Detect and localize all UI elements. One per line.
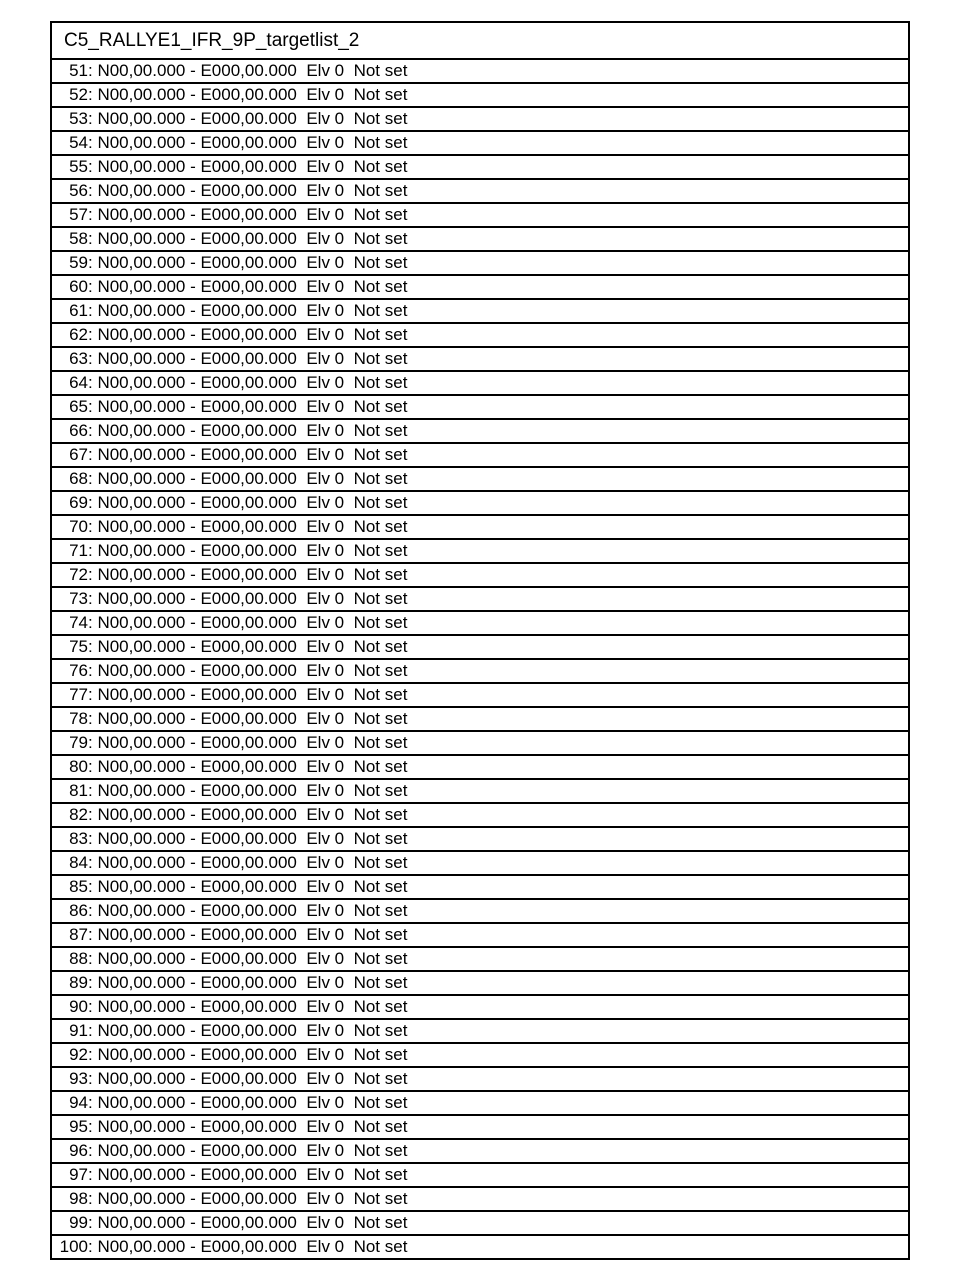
target-details: : N00,00.000 - E000,00.000 Elv 0 Not set (88, 877, 408, 896)
target-details: : N00,00.000 - E000,00.000 Elv 0 Not set (88, 397, 408, 416)
target-row[interactable] (52, 564, 908, 588)
target-number: 100 (59, 1237, 88, 1256)
target-details: : N00,00.000 - E000,00.000 Elv 0 Not set (88, 1045, 408, 1064)
target-number: 80 (69, 757, 88, 776)
target-row[interactable] (52, 1044, 908, 1068)
target-row[interactable] (52, 660, 908, 684)
target-row[interactable] (52, 684, 908, 708)
target-row[interactable] (52, 972, 908, 996)
target-row[interactable] (52, 732, 908, 756)
target-details: : N00,00.000 - E000,00.000 Elv 0 Not set (88, 1093, 408, 1112)
target-number: 71 (69, 541, 88, 560)
targetlist-title: C5_RALLYE1_IFR_9P_targetlist_2 (52, 23, 908, 60)
target-row[interactable] (52, 1116, 908, 1140)
target-number: 69 (69, 493, 88, 512)
target-number: 99 (69, 1213, 88, 1232)
target-number: 66 (69, 421, 88, 440)
target-details: : N00,00.000 - E000,00.000 Elv 0 Not set (88, 781, 408, 800)
target-number: 72 (69, 565, 88, 584)
target-details: : N00,00.000 - E000,00.000 Elv 0 Not set (88, 829, 408, 848)
target-details: : N00,00.000 - E000,00.000 Elv 0 Not set (88, 661, 408, 680)
target-details: : N00,00.000 - E000,00.000 Elv 0 Not set (88, 61, 408, 80)
target-details: : N00,00.000 - E000,00.000 Elv 0 Not set (88, 1117, 408, 1136)
target-details: : N00,00.000 - E000,00.000 Elv 0 Not set (88, 1189, 408, 1208)
target-number: 53 (69, 109, 88, 128)
target-number: 68 (69, 469, 88, 488)
target-details: : N00,00.000 - E000,00.000 Elv 0 Not set (88, 1141, 408, 1160)
target-details: : N00,00.000 - E000,00.000 Elv 0 Not set (88, 637, 408, 656)
target-number: 81 (69, 781, 88, 800)
target-details: : N00,00.000 - E000,00.000 Elv 0 Not set (88, 85, 408, 104)
target-row[interactable] (52, 492, 908, 516)
target-row[interactable] (52, 348, 908, 372)
target-number: 94 (69, 1093, 88, 1112)
target-number: 82 (69, 805, 88, 824)
target-number: 76 (69, 661, 88, 680)
target-row[interactable] (52, 468, 908, 492)
target-row[interactable] (52, 1068, 908, 1092)
target-details: : N00,00.000 - E000,00.000 Elv 0 Not set (88, 133, 408, 152)
target-number: 67 (69, 445, 88, 464)
target-number: 63 (69, 349, 88, 368)
target-number: 52 (69, 85, 88, 104)
target-row[interactable] (52, 876, 908, 900)
target-details: : N00,00.000 - E000,00.000 Elv 0 Not set (88, 541, 408, 560)
target-row[interactable] (52, 1164, 908, 1188)
target-number: 83 (69, 829, 88, 848)
target-details: : N00,00.000 - E000,00.000 Elv 0 Not set (88, 1213, 408, 1232)
target-row[interactable] (52, 132, 908, 156)
target-row[interactable] (52, 252, 908, 276)
target-details: : N00,00.000 - E000,00.000 Elv 0 Not set (88, 349, 408, 368)
target-row[interactable] (52, 756, 908, 780)
target-details: : N00,00.000 - E000,00.000 Elv 0 Not set (88, 445, 408, 464)
target-details: : N00,00.000 - E000,00.000 Elv 0 Not set (88, 1237, 408, 1256)
target-row[interactable] (52, 276, 908, 300)
target-details: : N00,00.000 - E000,00.000 Elv 0 Not set (88, 589, 408, 608)
target-number: 92 (69, 1045, 88, 1064)
target-row[interactable] (52, 60, 908, 84)
target-number: 58 (69, 229, 88, 248)
target-details: : N00,00.000 - E000,00.000 Elv 0 Not set (88, 613, 408, 632)
target-number: 97 (69, 1165, 88, 1184)
target-number: 84 (69, 853, 88, 872)
target-number: 75 (69, 637, 88, 656)
target-rows-container (52, 60, 908, 1258)
target-row[interactable] (52, 588, 908, 612)
target-row[interactable] (52, 612, 908, 636)
target-number: 60 (69, 277, 88, 296)
target-number: 91 (69, 1021, 88, 1040)
target-row[interactable] (52, 228, 908, 252)
target-number: 70 (69, 517, 88, 536)
target-number: 78 (69, 709, 88, 728)
target-row[interactable] (52, 1236, 908, 1258)
target-details: : N00,00.000 - E000,00.000 Elv 0 Not set (88, 109, 408, 128)
target-row[interactable] (52, 1092, 908, 1116)
target-row[interactable] (52, 108, 908, 132)
target-details: : N00,00.000 - E000,00.000 Elv 0 Not set (88, 853, 408, 872)
target-row[interactable] (52, 1020, 908, 1044)
target-number: 74 (69, 613, 88, 632)
target-details: : N00,00.000 - E000,00.000 Elv 0 Not set (88, 205, 408, 224)
target-row[interactable] (52, 516, 908, 540)
target-details: : N00,00.000 - E000,00.000 Elv 0 Not set (88, 997, 408, 1016)
target-details: : N00,00.000 - E000,00.000 Elv 0 Not set (88, 1165, 408, 1184)
target-number: 89 (69, 973, 88, 992)
target-details: : N00,00.000 - E000,00.000 Elv 0 Not set (88, 949, 408, 968)
target-row[interactable] (52, 300, 908, 324)
target-row[interactable] (52, 1212, 908, 1236)
target-details: : N00,00.000 - E000,00.000 Elv 0 Not set (88, 229, 408, 248)
target-details: : N00,00.000 - E000,00.000 Elv 0 Not set (88, 493, 408, 512)
target-details: : N00,00.000 - E000,00.000 Elv 0 Not set (88, 421, 408, 440)
target-details: : N00,00.000 - E000,00.000 Elv 0 Not set (88, 757, 408, 776)
target-row[interactable] (52, 996, 908, 1020)
target-row[interactable] (52, 444, 908, 468)
target-number: 88 (69, 949, 88, 968)
target-row[interactable] (52, 828, 908, 852)
target-number: 61 (69, 301, 88, 320)
target-details: : N00,00.000 - E000,00.000 Elv 0 Not set (88, 181, 408, 200)
target-row[interactable] (52, 780, 908, 804)
target-number: 79 (69, 733, 88, 752)
target-number: 96 (69, 1141, 88, 1160)
target-row[interactable] (52, 636, 908, 660)
target-details: : N00,00.000 - E000,00.000 Elv 0 Not set (88, 253, 408, 272)
target-row[interactable] (52, 156, 908, 180)
target-details: : N00,00.000 - E000,00.000 Elv 0 Not set (88, 325, 408, 344)
target-details: : N00,00.000 - E000,00.000 Elv 0 Not set (88, 157, 408, 176)
target-details: : N00,00.000 - E000,00.000 Elv 0 Not set (88, 373, 408, 392)
target-number: 56 (69, 181, 88, 200)
target-details: : N00,00.000 - E000,00.000 Elv 0 Not set (88, 517, 408, 536)
target-number: 86 (69, 901, 88, 920)
target-row[interactable] (52, 1188, 908, 1212)
target-row[interactable] (52, 204, 908, 228)
target-number: 85 (69, 877, 88, 896)
target-details: : N00,00.000 - E000,00.000 Elv 0 Not set (88, 685, 408, 704)
target-number: 87 (69, 925, 88, 944)
target-row[interactable] (52, 900, 908, 924)
target-row[interactable] (52, 372, 908, 396)
target-details: : N00,00.000 - E000,00.000 Elv 0 Not set (88, 1021, 408, 1040)
target-number: 90 (69, 997, 88, 1016)
target-number: 57 (69, 205, 88, 224)
target-row[interactable] (52, 708, 908, 732)
target-details: : N00,00.000 - E000,00.000 Elv 0 Not set (88, 565, 408, 584)
target-details: : N00,00.000 - E000,00.000 Elv 0 Not set (88, 901, 408, 920)
target-number: 77 (69, 685, 88, 704)
target-details: : N00,00.000 - E000,00.000 Elv 0 Not set (88, 1069, 408, 1088)
target-details: : N00,00.000 - E000,00.000 Elv 0 Not set (88, 709, 408, 728)
target-number: 62 (69, 325, 88, 344)
target-details: : N00,00.000 - E000,00.000 Elv 0 Not set (88, 301, 408, 320)
target-number: 51 (69, 61, 88, 80)
target-details: : N00,00.000 - E000,00.000 Elv 0 Not set (88, 733, 408, 752)
target-row[interactable] (52, 396, 908, 420)
target-details: : N00,00.000 - E000,00.000 Elv 0 Not set (88, 925, 408, 944)
target-number: 59 (69, 253, 88, 272)
target-number: 93 (69, 1069, 88, 1088)
target-details: : N00,00.000 - E000,00.000 Elv 0 Not set (88, 469, 408, 488)
target-row[interactable] (52, 84, 908, 108)
target-row[interactable] (52, 180, 908, 204)
target-row[interactable] (52, 804, 908, 828)
target-row[interactable] (52, 540, 908, 564)
target-number: 98 (69, 1189, 88, 1208)
target-number: 64 (69, 373, 88, 392)
target-details: : N00,00.000 - E000,00.000 Elv 0 Not set (88, 805, 408, 824)
target-row[interactable] (52, 948, 908, 972)
target-row[interactable] (52, 1140, 908, 1164)
target-details: : N00,00.000 - E000,00.000 Elv 0 Not set (88, 973, 408, 992)
target-number: 73 (69, 589, 88, 608)
target-number: 95 (69, 1117, 88, 1136)
target-row[interactable] (52, 324, 908, 348)
target-number: 65 (69, 397, 88, 416)
target-row[interactable] (52, 852, 908, 876)
target-details: : N00,00.000 - E000,00.000 Elv 0 Not set (88, 277, 408, 296)
targetlist-window (50, 21, 910, 1260)
target-number: 55 (69, 157, 88, 176)
target-number: 54 (69, 133, 88, 152)
target-row[interactable] (52, 924, 908, 948)
target-row[interactable] (52, 420, 908, 444)
